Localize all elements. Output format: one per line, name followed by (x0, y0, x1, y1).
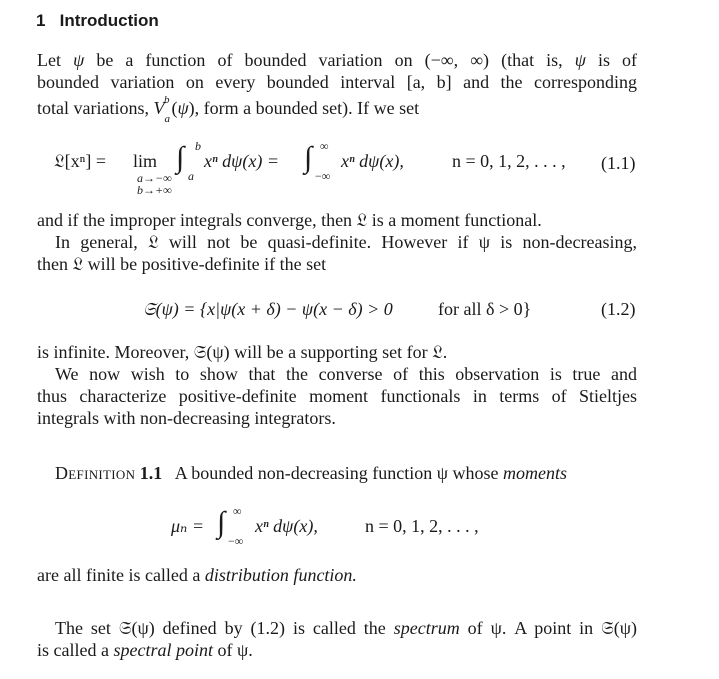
eq2-condition: for all δ > 0} (438, 299, 532, 319)
equation-1-2 (143, 299, 643, 325)
section-number: 1 (36, 11, 46, 30)
para5-line2: is called a spectral point of ψ. (37, 640, 253, 660)
para3-line2: We now wish to show that the converse of this observation is true and (55, 364, 637, 384)
definition-number: 1.1 (139, 463, 163, 483)
integral-sign-3: ∫ (217, 506, 226, 539)
paragraph-intro (37, 49, 637, 127)
definition-1-1 (55, 462, 567, 484)
section-heading (36, 11, 159, 31)
eq1-limit-sub-b: b→+∞ (137, 183, 172, 197)
para1-line2: bounded variation on every bounded interval [a, b] and the corresponding (37, 72, 637, 92)
eq3-upper-limit: ∞ (233, 504, 242, 518)
definition-label: Definition (55, 463, 136, 483)
eq2-expression: 𝔖(ψ) = {x|ψ(x + δ) − ψ(x − δ) > 0 (143, 299, 393, 319)
eq3-range: n = 0, 1, 2, . . . , (365, 516, 479, 536)
eq3-lower-limit: −∞ (228, 534, 244, 548)
eq1-lower-limit-2: −∞ (315, 169, 331, 183)
para2-line3: then 𝔏 will be positive-definite if the set (37, 254, 327, 274)
para4-text: are all finite is called a (37, 565, 201, 585)
eq1-upper-limit-2: ∞ (320, 139, 329, 153)
para2-line1: and if the improper integrals converge, then 𝔏 is a moment functional. (37, 210, 542, 230)
eq1-limit-sub-a: a→−∞ (137, 171, 172, 185)
eq1-lhs: 𝔏[xⁿ] = (54, 151, 106, 171)
equation-number-1-2: (1.2) (601, 299, 636, 319)
eq1-lower-limit: a (188, 169, 194, 183)
eq1-integrand-2: xⁿ dψ(x), (341, 151, 404, 171)
section-title: Introduction (59, 11, 159, 30)
eq1-range: n = 0, 1, 2, . . . , (452, 151, 566, 171)
eq3-lhs: μₙ = (171, 516, 204, 536)
para4-term: distribution function. (204, 565, 357, 585)
paragraph-quasi-definite (37, 209, 637, 275)
paragraph-converse (37, 341, 637, 429)
eq1-upper-limit: b (195, 139, 201, 153)
para2-line2: In general, 𝔏 will not be quasi-definite. However if ψ is non-decreasing, (55, 232, 637, 252)
paragraph-distribution (37, 564, 357, 586)
para3-line1: is infinite. Moreover, 𝔖(ψ) will be a supporting set for 𝔏. (37, 342, 448, 362)
paragraph-spectrum (37, 617, 637, 661)
definition-moments: moments (502, 463, 567, 483)
para3-line3: thus characterize positive-definite moment functionals in terms of Stieltjes (37, 386, 637, 406)
equation-number-1-1: (1.1) (601, 153, 636, 173)
para1-line3: total variations, $V_a^b$ (ψ), form a bounded set). If we set (37, 94, 420, 125)
eq3-integrand: xⁿ dψ(x), (255, 516, 318, 536)
para1-line1: Let ψ be a function of bounded variation on (−∞, ∞) (that is, ψ is of (37, 50, 638, 70)
definition-text: A bounded non-decreasing function ψ whose (174, 463, 499, 483)
eq1-limit: lim (133, 151, 158, 171)
eq1-integrand: xⁿ dψ(x) = (204, 151, 279, 171)
integral-sign-2: ∫ (304, 141, 313, 174)
equation-1-1 (54, 139, 644, 197)
integral-sign-1: ∫ (176, 141, 185, 174)
equation-moments (171, 504, 531, 552)
para5-line1: The set 𝔖(ψ) defined by (1.2) is called the spectrum of ψ. A point in 𝔖(ψ) (55, 618, 637, 638)
para3-line4: integrals with non-decreasing integrators. (37, 408, 336, 428)
